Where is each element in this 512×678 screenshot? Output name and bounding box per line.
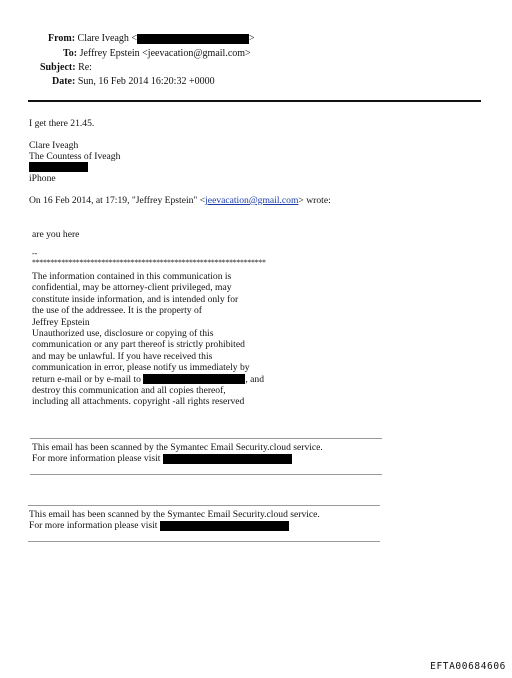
to-label: To: bbox=[63, 48, 78, 59]
signature-title: The Countess of Iveagh bbox=[29, 151, 121, 162]
scan-divider bbox=[30, 438, 382, 439]
from-row bbox=[48, 33, 255, 45]
date-label: Date: bbox=[52, 76, 76, 87]
redaction-bar bbox=[143, 374, 245, 384]
from-label: From: bbox=[48, 33, 76, 44]
quote-prefix: On 16 Feb 2014, at 17:19, "Jeffrey Epstein" < bbox=[29, 195, 206, 206]
email-link[interactable]: jeevacation@gmail.com bbox=[205, 195, 299, 206]
signature-dashes: -- bbox=[32, 249, 38, 258]
disclaimer-line: Jeffrey Epstein bbox=[32, 316, 90, 328]
subject-row bbox=[40, 62, 92, 74]
disclaimer-line: destroy this communication and all copies thereof, bbox=[32, 385, 226, 397]
scan-divider bbox=[28, 541, 380, 542]
disclaimer-line: The information contained in this communication is bbox=[32, 271, 232, 282]
disclaimer-line: the use of the addressee. It is the property of bbox=[32, 305, 202, 317]
scan-notice-visit bbox=[29, 520, 289, 531]
redaction-bar bbox=[29, 162, 88, 172]
disclaimer-line: communication or any part thereof is strictly prohibited bbox=[32, 339, 245, 351]
date-row bbox=[52, 76, 215, 88]
scan-visit-text: For more information please visit bbox=[29, 520, 158, 531]
date-value: Sun, 16 Feb 2014 16:20:32 +0000 bbox=[77, 76, 215, 87]
disclaimer-line: Unauthorized use, disclosure or copying of this bbox=[32, 328, 214, 340]
to-value: Jeffrey Epstein <jeevacation@gmail.com> bbox=[79, 48, 251, 59]
redaction-bar bbox=[160, 521, 289, 531]
asterisk-divider: **************************************************************** bbox=[32, 258, 266, 267]
quoted-message: are you here bbox=[32, 229, 80, 240]
from-close: > bbox=[249, 33, 255, 44]
scan-divider bbox=[30, 474, 382, 475]
reply-line: I get there 21.45. bbox=[29, 118, 95, 129]
disclaimer-line: constitute inside information, and is intended only for bbox=[32, 293, 239, 305]
email-header bbox=[0, 0, 512, 95]
return-suffix: , and bbox=[245, 373, 265, 385]
scan-notice-line: This email has been scanned by the Symantec Email Security.cloud service. bbox=[32, 442, 323, 453]
scan-notice-visit bbox=[32, 453, 292, 464]
signature-name: Clare Iveagh bbox=[29, 140, 79, 151]
subject-label: Subject: bbox=[40, 62, 76, 73]
quote-suffix: > wrote: bbox=[298, 195, 331, 206]
scan-notice-line: This email has been scanned by the Symantec Email Security.cloud service. bbox=[29, 509, 320, 520]
disclaimer-return-line bbox=[32, 374, 264, 385]
disclaimer-line: including all attachments. copyright -all rights reserved bbox=[32, 396, 245, 408]
return-prefix: return e-mail or by e-mail to bbox=[32, 373, 141, 385]
disclaimer bbox=[32, 271, 264, 408]
scan-visit-text: For more information please visit bbox=[32, 453, 161, 464]
disclaimer-line: and may be unlawful. If you have received this bbox=[32, 350, 213, 362]
disclaimer-line: confidential, may be attorney-client privileged, may bbox=[32, 282, 232, 294]
to-row bbox=[63, 48, 251, 60]
redaction-bar bbox=[163, 454, 292, 464]
from-name: Clare Iveagh < bbox=[77, 33, 138, 44]
quote-attribution bbox=[29, 195, 331, 206]
scan-divider bbox=[28, 505, 380, 506]
document-id: EFTA00684606 bbox=[430, 661, 506, 672]
redaction-bar bbox=[137, 34, 249, 44]
disclaimer-line: communication in error, please notify us immediately by bbox=[32, 362, 250, 374]
subject-value: Re: bbox=[78, 62, 92, 73]
header-divider bbox=[28, 100, 481, 102]
signature-device: iPhone bbox=[29, 173, 56, 184]
